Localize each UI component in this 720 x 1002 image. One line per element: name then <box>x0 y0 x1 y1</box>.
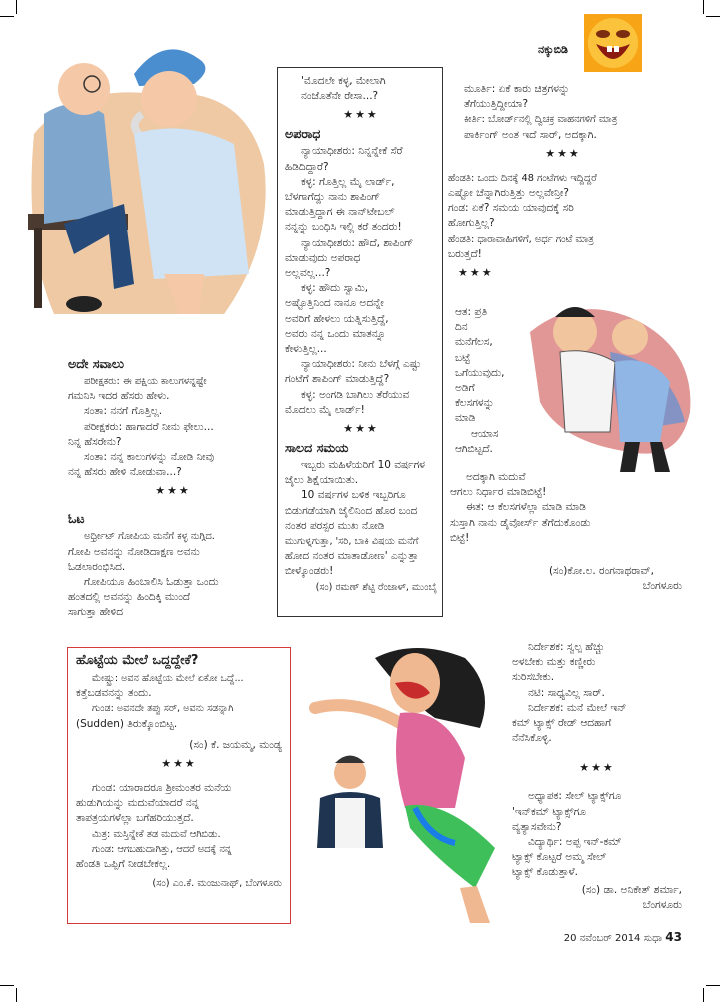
text-line: ಈತ: ಆ ಕೆಲಸಗಳೆಲ್ಲಾ ಮಾಡಿ ಮಾಡಿ <box>466 501 586 514</box>
text-line: ಗುಂಡ: ಆಗಬಹುದಾಗಿತ್ತು, ಆದರೆ ಅದಕ್ಕೆ ನನ್ನ <box>92 843 232 855</box>
text-line: ಕೀರ್ತಿ: ಬೋರ್ಡ್‌ನಲ್ಲಿ ದ್ವಿಚಕ್ರ ವಾಹನಗಳಿಗೆ ಮಾತ್ರ <box>464 114 618 126</box>
issue-date: 20 ನವೆಂಬರ್ 2014 <box>563 933 641 944</box>
text-line: ಸಂತಾ: ನನಗೆ ಗೊತ್ತಿಲ್ಲ. <box>84 405 163 418</box>
red-box-content <box>76 652 282 891</box>
text-line: ಹಂತದಲ್ಲಿ ಅವನನ್ನು ಹಿಂದಿಕ್ಕಿ ಮುಂದೆ <box>68 591 191 604</box>
text-line: ಟ್ಯಾಕ್ಸ್ ಕೊಟ್ಟರೆ ಅಮ್ಮ ಸೇಲ್ <box>512 851 607 864</box>
text-line: ಮಿತ್ರ: ಮಸ್ತಿನ್ನೇಕೆ ತಡ ಮದುವೆ ಆಗಿಬಿಡು. <box>92 828 221 840</box>
text-line: ಗುಂಡ: ಯಾರಾದರೂ ಶ್ರೀಮಂತರ ಮನೆಯ <box>92 782 232 795</box>
text-line: ಎಷ್ಟೋ ಚೆನ್ನಾಗಿರುತ್ತಿತ್ತು ಅಲ್ಲವೇನ್ರೀ? <box>448 187 569 200</box>
text-line: ಹುಡುಗಿಯನ್ನು ಮದುವೆಯಾದರೆ ನನ್ನ <box>76 797 199 810</box>
crop-mark <box>703 988 704 1002</box>
text-line: ಹೋಗುತ್ತಿಲ್ಲ? <box>448 217 495 230</box>
text-line: 10 ವರ್ಷಗಳ ಬಳಿಕ ಇಬ್ಬರಿಗೂ <box>301 489 406 502</box>
text-line: ಸಂತಾ: ನನ್ನ ಕಾಲುಗಳನ್ನು ನೋಡಿ ನೀವು <box>84 451 215 464</box>
text-line: ಅಳಬೇಕು ಮತ್ತು ಕಣ್ಣೀರು <box>512 656 596 669</box>
signature: (ಸಂ) ಡಾ. ಅನಿಕೇತ್ ಶರ್ಮಾ, <box>581 883 682 896</box>
text-line: ತಾಪತ್ರಯಗಳೆಲ್ಲಾ ಬಗೆಹರಿಯುತ್ತದೆ. <box>76 812 194 825</box>
text-line: ಅಲ್ಲವಲ್ಲ...? <box>285 267 331 280</box>
text-line: ಆತ: ಪ್ರತಿ <box>455 306 488 318</box>
text-line: ಟ್ಯಾಕ್ಸ್ ಕೊಡುತ್ತಾಳೆ. <box>512 866 579 879</box>
left-column <box>68 355 278 621</box>
text-line: ನ್ಯಾಯಾಧೀಶರು: ನಿನ್ನನ್ನೇಕೆ ಸೆರೆ <box>301 145 403 158</box>
column-title: ನಕ್ಕುಬಿಡಿ <box>538 43 568 56</box>
stars-divider: ★★★ <box>579 761 615 775</box>
crop-mark <box>16 0 17 14</box>
signature-city: ಬೆಂಗಳೂರು <box>642 898 682 911</box>
text-line: ಅದಕ್ಕಾಗಿ ಮದುವೆ <box>466 471 526 483</box>
text-line: ಕೆಲಸಗಳನ್ನು <box>455 397 495 410</box>
text-line: ಮೂರ್ತಿ: ಏಕೆ ಕಾರು ಚಿತ್ರಗಳನ್ನು <box>464 83 570 95</box>
text-line: ಮೇಷ್ಟ್ರು: ಅವನ ಹೊಟ್ಟೆಯ ಮೇಲೆ ಏಕೋ ಒದ್ದೆ... <box>92 673 244 684</box>
text-line: ಗೋಪಿಯೂ ಹಿಂಬಾಲಿಸಿ ಓಡುತ್ತಾ ಒಂದು <box>84 576 219 589</box>
text-line: ನಂಜೊತೆನೇ ರೇಸಾ...? <box>301 90 379 103</box>
stars-divider: ★★★ <box>545 146 581 160</box>
stars-divider: ★★★ <box>343 108 379 122</box>
stars-divider: ★★★ <box>343 422 379 436</box>
text-line: ಮುಗುಳ್ನಗುತ್ತಾ, 'ಸರಿ, ಬಾಕಿ ವಿಷಯ ಮನೆಗೆ <box>285 536 419 548</box>
text-line: ಕಳ್ಳ: ಗೊತ್ತಿಲ್ಲ ಮೈ ಲಾರ್ಡ್, <box>301 175 395 188</box>
text-line: ಗುಂಡ: ಅವನದೇ ತಪ್ಪು ಸರ್, ಅವನು ಸಡನ್ನಾಗಿ <box>92 703 234 715</box>
text-line: ಆಯಾಸ <box>471 427 499 440</box>
text-line: ಬಿಟ್ಟೆ! <box>450 531 470 544</box>
text-line: ಬರುತ್ತದೆ! <box>448 247 482 260</box>
text-line: ಬೀಳ್ಕೊಂಡರು! <box>285 565 334 578</box>
section-title: ಅದೇ ಸವಾಲು <box>68 356 124 371</box>
page-footer <box>564 930 682 944</box>
text-line: ಅಡಿಗೆ <box>455 382 475 395</box>
crop-mark <box>703 0 704 14</box>
bottom-right-column <box>512 640 682 913</box>
text-line: ಗಂಟೆಗೆ ಶಾಪಿಂಗ್ ಮಾಡುತ್ತಿದ್ದೆ? <box>285 373 390 386</box>
text-line: (Sudden) ತಿರುಕ್ಕೊಂಬಿಟ್ಟ. <box>76 717 178 730</box>
stars-divider: ★★★ <box>161 757 197 771</box>
text-line: ಆಗಲು ನಿರ್ಧಾರ ಮಾಡಿಬಿಟ್ಟೆ! <box>450 486 547 499</box>
laughing-face-logo <box>584 14 642 72</box>
actress-director-cartoon-illustration <box>295 638 510 928</box>
text-line: ಕಳ್ಳ: ಅಂಗಡಿ ಬಾಗಿಲು ತೆರೆಯುವ <box>301 388 410 401</box>
text-line: ಗಮನಿಸಿ ಇದರ ಹೆಸರು ಹೇಳು. <box>68 390 170 403</box>
text-line: ಬೆಳಗಾಗೆದ್ದು ನಾನು ಶಾಪಿಂಗ್ <box>285 191 381 204</box>
text-line: ಕಮ್ ಟ್ಯಾಕ್ಸ್ ರೇಡ್ ಆದಹಾಗೆ <box>512 717 612 730</box>
text-line: ಪಾರ್ಕಿಂಗ್ ಅಂತ ಇದೆ ಸಾರ್, ಅದಕ್ಕಾಗಿ. <box>464 128 597 141</box>
text-line: ತೆಗೆಯುತ್ತಿದ್ದೀಯಾ? <box>464 98 529 111</box>
text-line: ನಂತರ ಪರಸ್ಪರ ಮುಖ ನೋಡಿ <box>285 519 385 532</box>
text-line: ಗೋಪಿ ಅವನನ್ನು ನೋಡಿದಾಕ್ಷಣ ಅವನು <box>68 545 200 558</box>
text-line: ಹೋದ ನಂತರ ಮಾತಾಡೋಣ' ಎನ್ನುತ್ತಾ <box>285 550 419 563</box>
two-men-cartoon-illustration <box>520 292 700 477</box>
text-line: ವಿದ್ಯಾರ್ಥಿ: ಅಪ್ಪ ಇನ್-ಕಮ್ <box>528 836 622 849</box>
text-line: ಹೆಂಡತಿ ಒಪ್ಪಿಗೆ ನೀಡಬೇಕಲ್ಲ. <box>76 858 171 871</box>
text-line: ನಿನ್ನ ಹೆಸರೇನು? <box>68 435 122 448</box>
magazine-name: ಸುಧಾ <box>643 933 663 944</box>
text-line: ನ್ಯಾಯಾಧೀಶರು: ಹೌದೆ, ಶಾಪಿಂಗ್ <box>301 236 414 249</box>
signature: (ಸಂ) ಎಂ.ಕೆ. ಮಂಜುನಾಥ್, ಬೆಂಗಳೂರು <box>152 878 282 890</box>
text-line: 'ಇನ್‌ಕಮ್ ಟ್ಯಾಕ್ಸ್‌ಗೂ <box>512 805 586 818</box>
text-line: ಮಾಡುವುದು ಅಪರಾಧ <box>285 251 361 264</box>
section-title: ಅಪರಾಧ <box>285 126 321 142</box>
crop-mark <box>706 16 720 17</box>
text-line: ಸುರಿಸಬೇಕು. <box>512 671 555 684</box>
text-line: ಓಡಲಾರಂಭಿಸಿದ. <box>68 560 126 573</box>
text-line: ಮೊದಲು ಮೈ ಲಾರ್ಡ್! <box>285 403 365 416</box>
text-line: ನ್ಯಾಯಾಧೀಶರು: ನೀನು ಬೆಳಗ್ಗೆ ಎಷ್ಟು <box>301 358 421 371</box>
text-line: ಬಿಡುಗಡೆಯಾಗಿ ಜೈಲಿನಿಂದ ಹೊರ ಬಂದ <box>285 504 418 517</box>
text-line: ನನ್ನ ಹೆಸರು ಹೇಳಿ ನೋಡುವಾ...? <box>68 466 182 479</box>
text-line: ಪರೀಕ್ಷಕರು: ಈ ಪಕ್ಷಿಯ ಕಾಲುಗಳನ್ನಷ್ಟೇ <box>84 376 207 387</box>
text-line: ಜೈಲು ಶಿಕ್ಷೆಯಾಯಿತು. <box>285 474 359 487</box>
text-line: ಮಾಡಿ <box>455 412 476 425</box>
middle-column <box>285 74 437 595</box>
section-title: ಓಟ <box>68 511 85 527</box>
text-line: ಹೆಂಡತಿ: ಧಾರಾವಾಹಿಗಳಿಗೆ, ಅರ್ಧ ಗಂಟೆ ಮಾತ್ರ <box>448 233 594 245</box>
section-title: ಹೊಟ್ಟೆಯ ಮೇಲೆ ಒದ್ದದ್ದೇಕೆ? <box>76 653 199 668</box>
text-line: ಬಟ್ಟೆ <box>455 351 471 364</box>
text-line: ಪರೀಕ್ಷಕರು: ಹಾಗಾದರೆ ನೀನು ಫೇಲು... <box>84 420 214 433</box>
text-line: ಕಳ್ಳ: ಹೌದು ಸ್ವಾಮಿ, <box>301 282 369 295</box>
right-column-bottom <box>450 470 682 594</box>
right-column-top <box>448 82 678 283</box>
text-line: ನನ್ನನ್ನು ಬಂಧಿಸಿ ಇಲ್ಲಿ ಕರೆ ತಂದರು! <box>285 221 402 234</box>
text-line: ಮನೆಗೆಲಸ, <box>455 336 493 349</box>
text-line: ಇಬ್ಬರು ಮಹಿಳೆಯರಿಗೆ 10 ವರ್ಷಗಳ <box>301 459 425 472</box>
text-line: ಮಾಡುತ್ತಿದ್ದಾಗ ಈ ನಾನ್‌ಟೇಬಲ್ <box>285 206 395 219</box>
signature-city: ಬೆಂಗಳೂರು <box>642 580 682 593</box>
text-line: ಆಗಿಬಿಟ್ಟದೆ. <box>455 442 493 455</box>
text-line: 'ಮೊದಲೇ ಕಳ್ಳ, ಮೇಲಾಗಿ <box>301 75 386 87</box>
signature: (ಸಂ) ರಮಣ್ ಶೆಟ್ಟಿ ರೆಂಜಾಳ್, ಮುಂಬೈ <box>315 581 437 593</box>
text-line: ಕತ್ತೆಬಡವನನ್ನು ತಂದು. <box>76 687 152 700</box>
text-line: ಗಂಡ: ಏಕೆ? ಸಮಯ ಯಾವುದಕ್ಕೆ ಸರಿ <box>448 202 574 215</box>
signature: (ಸಂ) ಕೆ. ಜಯಮ್ಮ, ಮಂಡ್ಯ <box>189 738 282 751</box>
text-line: ಅವರಿಗೆ ಹೇಳಲು ಯತ್ನಿಸುತ್ತಿದ್ದೆ, <box>285 312 389 325</box>
text-line: ಅಧ್ಯಾಪಕ: ಸೇಲ್ ಟ್ಯಾಕ್ಸ್‌ಗೂ <box>528 790 622 803</box>
text-line: ಒಗೆಯುವುದು, <box>455 366 505 379</box>
stars-divider: ★★★ <box>155 484 191 498</box>
signature: (ಸಂ)ಕೋ.ಲ. ರಂಗನಾಥರಾವ್, <box>548 565 654 578</box>
text-line: ಅವರು ನನ್ನ ಒಂದು ಮಾತನ್ನೂ <box>285 327 386 340</box>
two-men-cartoon-illustration <box>14 14 276 332</box>
crop-mark <box>0 985 14 986</box>
text-line: ಸಾಗುತ್ತಾ ಹೇಳಿದ <box>68 606 124 619</box>
text-line: ನಿರ್ದೇಶಕ: ಮನೆ ಮೇಲೆ ಇನ್ <box>528 701 627 714</box>
crop-mark <box>706 985 720 986</box>
text-line: ಹೆಂಡತಿ: ಒಂದು ದಿನಕ್ಕೆ 48 ಗಂಟೆಗಳು ಇದ್ದಿದ್ದರೆ <box>448 172 597 184</box>
text-line: ಹಿಡಿದಿದ್ದಾರೆ? <box>285 160 329 173</box>
crop-mark <box>0 16 14 17</box>
text-line: ಸುಸ್ತಾಗಿ ನಾನು ಡೈವೋರ್ಸ್ ತೆಗೆದುಕೊಂಡು <box>450 516 591 529</box>
text-line: ಅರ್ಧ್ರೀಟ್ ಗೋಪಿಯ ಮನೆಗೆ ಕಳ್ಳ ನುಗ್ಗಿದ. <box>84 531 215 543</box>
text-line: ಅಷ್ಟೊತ್ತಿನಿಂದ ನಾನೂ ಅದನ್ನೇ <box>285 297 384 310</box>
section-title: ಸಾಲದ ಸಮಯ <box>285 440 349 456</box>
crop-mark <box>16 988 17 1002</box>
stars-divider: ★★★ <box>458 266 494 280</box>
text-line: ದಿನ <box>455 321 468 334</box>
text-line: ನೆನೆಸಿಕೊಳ್ಳಿ. <box>512 732 552 745</box>
page-number: 43 <box>665 930 682 944</box>
text-line: ನಿರ್ದೇಶಕ: ಸ್ವಲ್ಪ ಹೆಚ್ಚು <box>528 641 605 653</box>
text-line: ನಟಿ: ಸಾಧ್ಯವಿಲ್ಲ ಸಾರ್. <box>528 686 605 699</box>
right-column-narrow <box>455 305 515 457</box>
text-line: ವ್ಯತ್ಯಾಸವೇನು? <box>512 820 562 833</box>
text-line: ಕೇಳುತ್ತಿಲ್ಲ... <box>285 343 327 356</box>
